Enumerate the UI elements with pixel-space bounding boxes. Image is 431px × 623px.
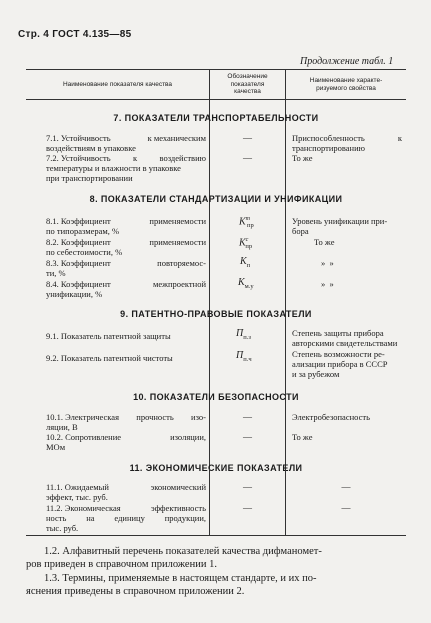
cell-text: к: [397, 133, 402, 143]
cell-text: эффективность: [150, 503, 206, 513]
cell-text: применяемости: [149, 216, 206, 226]
page-header: Стр. 4 ГОСТ 4.135—85: [18, 29, 132, 40]
column-header-property-line: Наименование характе-: [309, 77, 383, 84]
cell-text: 11.1. Ожидаемый: [46, 482, 109, 492]
row-8-3-symbol: [240, 257, 250, 271]
row-9-2-property: Степень возможности ре-: [292, 349, 385, 359]
row-8-2-line: по себестоимости, %: [46, 247, 123, 257]
row-11-2-symbol: —: [243, 503, 252, 513]
cell-text: 8.4. Коэффициент: [46, 279, 111, 289]
row-7-2-property: То же: [292, 153, 313, 163]
cell-text: продукции,: [164, 513, 206, 523]
section-title: 9. ПАТЕНТНО-ПРАВОВЫЕ ПОКАЗАТЕЛИ: [120, 309, 312, 319]
section-title: 11. ЭКОНОМИЧЕСКИЕ ПОКАЗАТЕЛИ: [129, 463, 303, 473]
row-7-2-line: при транспортировании: [46, 173, 133, 183]
column-header-property: [286, 77, 406, 92]
column-rule-1: [209, 69, 210, 469]
row-10-1-property: Электробезопасность: [292, 412, 370, 422]
cell-text: ность: [46, 513, 67, 523]
cell-text: 8.3. Коэффициент: [46, 258, 111, 268]
column-header-property-line: ризуемого свойства: [316, 84, 376, 92]
symbol-sub: пр: [247, 222, 254, 230]
table-top-rule: [26, 69, 406, 70]
cell-text: 7.1. Устойчивость: [46, 133, 111, 143]
row-9-1-symbol: [236, 329, 251, 343]
cell-text: к: [133, 153, 138, 163]
row-8-4-property: » »: [321, 279, 334, 289]
row-10-2-symbol: —: [243, 432, 252, 442]
row-10-1-line: ляции, В: [46, 422, 78, 432]
column-header-symbol-line: Обозначение: [227, 73, 268, 80]
row-11-1-property: —: [341, 482, 351, 492]
row-8-2-line: [46, 237, 206, 247]
row-8-4-line: [46, 279, 206, 289]
paragraph-line: 1.3. Термины, применяемые в настоящем стандарте, и их по-: [44, 573, 317, 584]
cell-text: изоляции,: [170, 432, 206, 442]
cell-text: Приспособленность: [292, 133, 365, 143]
row-11-2-property: —: [341, 503, 351, 513]
symbol-letter: K: [240, 256, 247, 267]
cell-text: повторяемос-: [157, 258, 206, 268]
symbol-letter: П: [236, 350, 244, 361]
table-end-rule: [26, 535, 406, 536]
quality-table: [26, 69, 406, 513]
row-9-1-property: Степень защиты прибора: [292, 328, 384, 338]
row-8-3-line: ти, %: [46, 268, 66, 278]
row-9-1-line: 9.1. Показатель патентной защиты: [46, 331, 171, 341]
paragraph-line: ров приведен в справочном приложении 1.: [26, 559, 217, 570]
symbol-sup: т: [245, 216, 251, 222]
symbol-sub: п: [246, 262, 251, 269]
row-7-2-symbol: —: [243, 153, 252, 163]
row-8-3-property: » »: [321, 258, 334, 268]
paragraph-line: 1.2. Алфавитный перечень показателей качества дифманомет-: [44, 546, 322, 557]
column-header-symbol-line: показателя: [230, 80, 265, 88]
section-title: 10. ПОКАЗАТЕЛИ БЕЗОПАСНОСТИ: [133, 392, 299, 402]
cell-text: межпроектной: [152, 279, 206, 289]
row-9-2-property: ализации прибора в СССР: [292, 359, 388, 369]
row-9-1-property: авторскими свидетельствами: [292, 338, 398, 348]
symbol-sub: п.ч: [243, 356, 252, 363]
cell-text: 10.2. Сопротивление: [46, 432, 122, 442]
row-10-2-line: [46, 432, 206, 442]
column-rule-2: [285, 69, 286, 469]
row-9-2-line: 9.2. Показатель патентной чистоты: [46, 353, 173, 363]
row-8-1-line: по типоразмерам, %: [46, 226, 120, 236]
row-8-2-property: То же: [314, 237, 335, 247]
cell-text: прочность: [136, 412, 174, 422]
row-8-1-property: Уровень унификации при-: [292, 216, 388, 226]
paragraph-line: яснения приведены в справочном приложении 2.: [26, 586, 245, 597]
column-header-symbol-line: качества: [234, 88, 261, 95]
row-8-1-line: [46, 216, 206, 226]
cell-text: 8.1. Коэффициент: [46, 216, 111, 226]
cell-text: 7.2. Устойчивость: [46, 153, 111, 163]
row-7-1-line: воздействиям в упаковке: [46, 143, 136, 153]
symbol-sub: пр: [245, 243, 253, 251]
row-11-2-line: [46, 513, 206, 523]
row-9-2-property: и за рубежом: [292, 369, 340, 379]
section-title: 7. ПОКАЗАТЕЛИ ТРАНСПОРТАБЕЛЬНОСТИ: [113, 113, 319, 123]
row-7-2-line: [46, 153, 206, 163]
row-10-2-property: То же: [292, 432, 313, 442]
row-11-1-symbol: —: [243, 482, 252, 492]
cell-text: 8.2. Коэффициент: [46, 237, 111, 247]
cell-text: применяемости: [149, 237, 206, 247]
section-title: 8. ПОКАЗАТЕЛИ СТАНДАРТИЗАЦИИ И УНИФИКАЦИИ: [89, 194, 343, 204]
cell-text: 11.2. Экономическая: [46, 503, 121, 513]
column-header-name: Наименование показателя качества: [62, 81, 173, 88]
row-11-2-line: [46, 503, 206, 513]
symbol-sup: с: [245, 237, 249, 243]
row-10-1-line: [46, 412, 206, 422]
row-10-1-symbol: —: [243, 412, 252, 422]
symbol-letter: K: [238, 277, 245, 288]
cell-text: к механическим: [147, 133, 206, 143]
row-9-2-symbol: [236, 351, 252, 365]
column-rule-1-end: [209, 469, 210, 535]
row-8-4-symbol: [238, 278, 254, 292]
row-7-1-property: транспортированию: [292, 143, 365, 153]
row-7-1-symbol: —: [243, 133, 252, 143]
header-bottom-rule: [26, 99, 406, 100]
row-8-3-line: [46, 258, 206, 268]
cell-text: изо-: [191, 412, 206, 422]
row-7-1-line: [46, 133, 206, 143]
row-8-4-line: унификации, %: [46, 289, 103, 299]
symbol-sub: м.у: [244, 283, 254, 290]
cell-text: единицу: [114, 513, 145, 523]
cell-text: экономический: [150, 482, 206, 492]
cell-text: воздействию: [159, 153, 206, 163]
row-11-1-line: [46, 482, 206, 492]
column-header-symbol: [210, 73, 285, 96]
symbol-sub: п.з: [243, 334, 251, 341]
row-11-2-line: тыс. руб.: [46, 523, 79, 533]
row-7-1-property: [292, 133, 402, 143]
symbol-letter: K: [239, 237, 246, 249]
symbol-letter: П: [236, 328, 244, 339]
cell-text: на: [86, 513, 95, 523]
row-8-1-property: бора: [292, 226, 309, 236]
continuation-label: Продолжение табл. 1: [300, 56, 394, 67]
row-8-2-symbol: [239, 235, 252, 252]
row-11-1-line: эффект, тыс. руб.: [46, 492, 108, 502]
row-10-2-line: МОм: [46, 442, 66, 452]
cell-text: 10.1. Электрическая: [46, 412, 119, 422]
row-8-1-symbol: [239, 214, 254, 231]
symbol-letter: K: [239, 216, 246, 228]
row-7-2-line: температуры и влажности в упаковке: [46, 163, 181, 173]
column-rule-2-end: [285, 469, 286, 535]
